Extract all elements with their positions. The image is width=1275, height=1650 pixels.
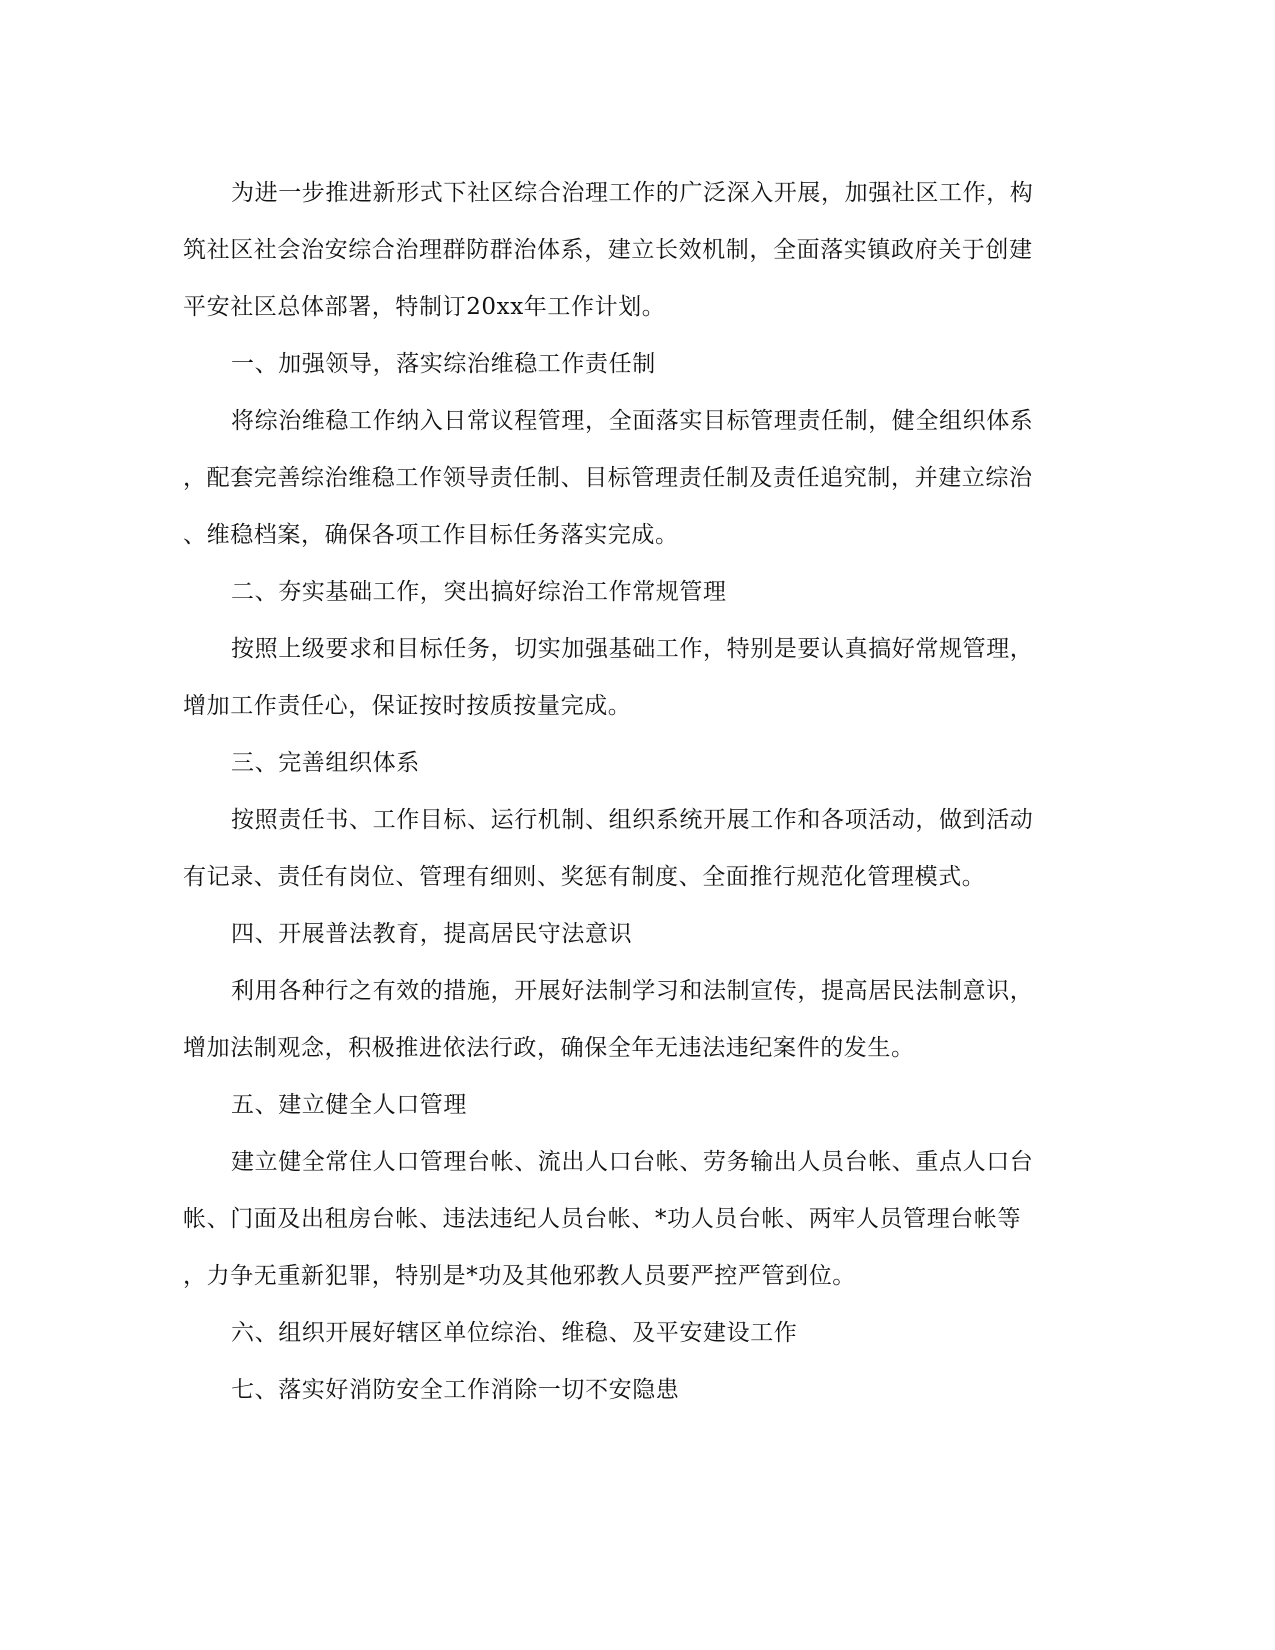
- text-line: 有记录、责任有岗位、管理有细则、奖惩有制度、全面推行规范化管理模式。: [183, 864, 986, 890]
- heading-line: 五、建立健全人口管理: [231, 1092, 467, 1118]
- heading-line: 四、开展普法教育，提高居民守法意识: [231, 921, 633, 947]
- paragraph-section-4: [183, 963, 1088, 1077]
- text-line: 增加工作责任心，保证按时按质按量完成。: [183, 693, 632, 719]
- document-body: [183, 165, 1088, 1419]
- section-heading-1: [183, 336, 1088, 393]
- text-line: 按照上级要求和目标任务，切实加强基础工作，特别是要认真搞好常规管理，: [231, 636, 1034, 662]
- heading-line: 二、夯实基础工作，突出搞好综治工作常规管理: [231, 579, 727, 605]
- text-line: 按照责任书、工作目标、运行机制、组织系统开展工作和各项活动，做到活动: [231, 807, 1034, 833]
- heading-line: 三、完善组织体系: [231, 750, 420, 776]
- text-line: 建立健全常住人口管理台帐、流出人口台帐、劳务输出人员台帐、重点人口台: [231, 1149, 1034, 1175]
- paragraph-intro: [183, 165, 1088, 336]
- text-line: 帐、门面及出租房台帐、违法违纪人员台帐、*功人员台帐、两牢人员管理台帐等: [183, 1206, 1022, 1232]
- heading-line: 一、加强领导，落实综治维稳工作责任制: [231, 351, 656, 377]
- heading-line: 七、落实好消防安全工作消除一切不安隐患: [231, 1377, 680, 1403]
- section-heading-4: [183, 906, 1088, 963]
- paragraph-section-2: [183, 621, 1088, 735]
- text-line: ，配套完善综治维稳工作领导责任制、目标管理责任制及责任追究制，并建立综治: [183, 465, 1033, 491]
- paragraph-section-1: [183, 393, 1088, 564]
- section-heading-3: [183, 735, 1088, 792]
- paragraph-section-3: [183, 792, 1088, 906]
- text-line: 、维稳档案，确保各项工作目标任务落实完成。: [183, 522, 679, 548]
- section-heading-6: [183, 1305, 1088, 1362]
- section-heading-2: [183, 564, 1088, 621]
- section-heading-7: [183, 1362, 1088, 1419]
- text-line: 平安社区总体部署，特制订20xx年工作计划。: [183, 294, 666, 320]
- text-line: 将综治维稳工作纳入日常议程管理，全面落实目标管理责任制，健全组织体系: [231, 408, 1034, 434]
- text-line: 利用各种行之有效的措施，开展好法制学习和法制宣传，提高居民法制意识，: [231, 978, 1034, 1004]
- text-line: 筑社区社会治安综合治理群防群治体系，建立长效机制，全面落实镇政府关于创建: [183, 237, 1033, 263]
- heading-line: 六、组织开展好辖区单位综治、维稳、及平安建设工作: [231, 1320, 798, 1346]
- text-line: ，力争无重新犯罪，特别是*功及其他邪教人员要严控严管到位。: [183, 1263, 856, 1289]
- text-line: 为进一步推进新形式下社区综合治理工作的广泛深入开展，加强社区工作，构: [231, 180, 1034, 206]
- paragraph-section-5: [183, 1134, 1088, 1305]
- text-line: 增加法制观念，积极推进依法行政，确保全年无违法违纪案件的发生。: [183, 1035, 915, 1061]
- section-heading-5: [183, 1077, 1088, 1134]
